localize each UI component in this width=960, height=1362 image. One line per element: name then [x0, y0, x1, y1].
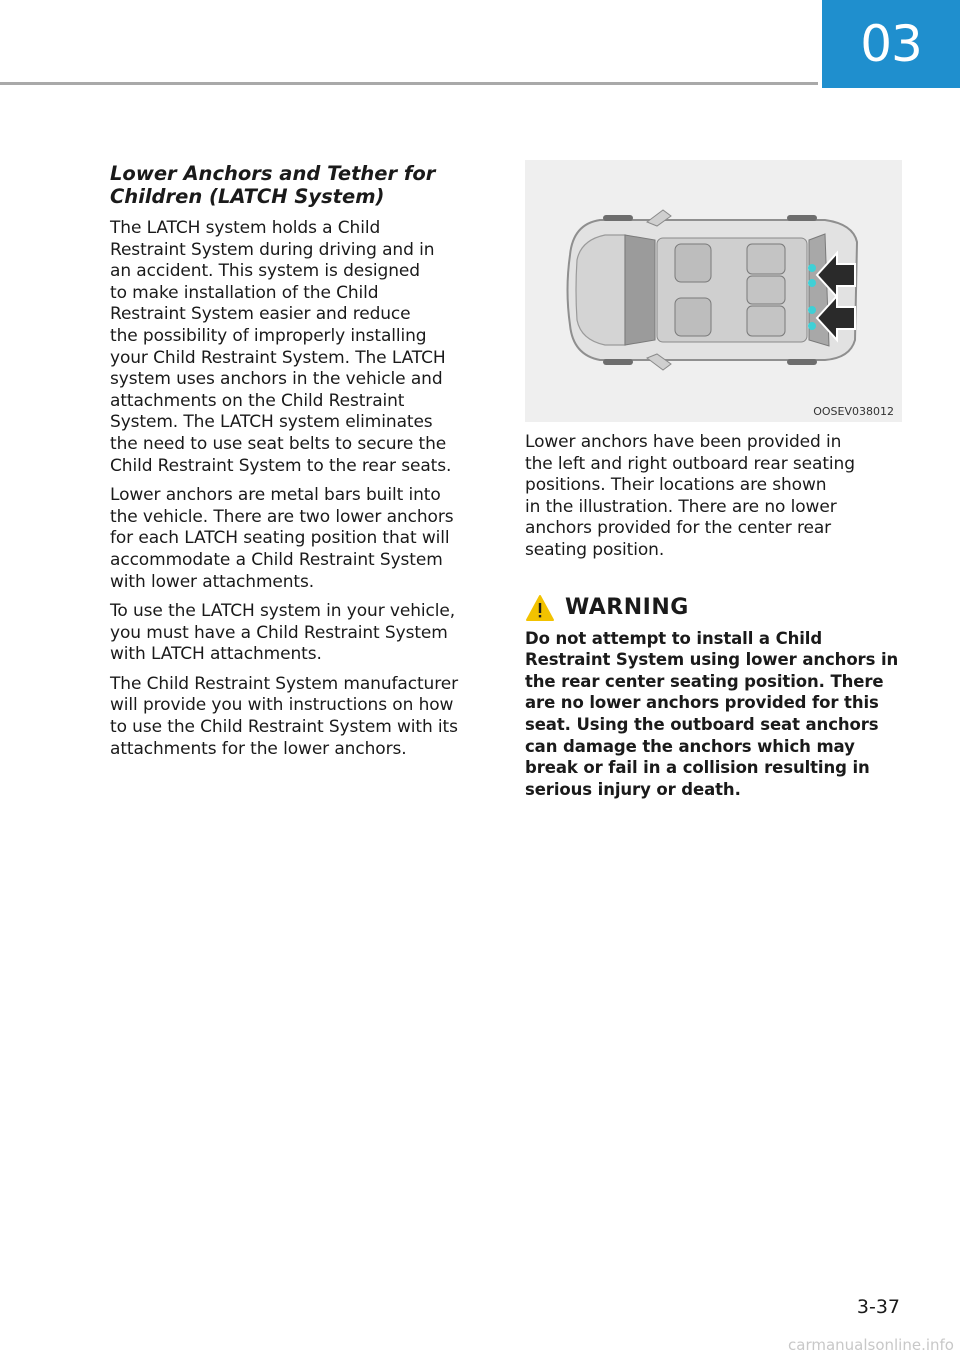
watermark: carmanualsonline.info — [788, 1336, 954, 1354]
chapter-number: 03 — [860, 15, 922, 73]
section-title — [110, 162, 485, 208]
header-rule — [0, 82, 818, 85]
figure-code: OOSEV038012 — [813, 405, 894, 418]
warning-text: Do not attempt to install a Child Restraint System using lower anchors in the rear center seating position. There are no lower anchors provided for this seat. Using the outboard seat anchors can damage the anchors which may break or fail in a collision resulting in serious injury or death. — [525, 628, 899, 799]
vehicle-top-view-icon — [525, 160, 902, 422]
warning-triangle-icon — [525, 594, 555, 622]
paragraph-latch-intro: The LATCH system holds a Child Restraint System during driving and in an accident. This system is designed to make installation of the Child Restraint System easier and reduce the possibility of improperly installing your Child Restraint System. The LATCH system uses anchors in the vehicle and attachments on the Child Restraint System. The LATCH system eliminates the need to use seat belts to secure the Child Restraint System to the rear seats. — [110, 218, 452, 476]
paragraph-latch-requirement: To use the LATCH system in your vehicle, you must have a Child Restraint System with LATCH attachments. — [110, 601, 456, 665]
warning-label: WARNING — [565, 595, 689, 621]
vehicle-illustration — [525, 160, 902, 422]
paragraph-manufacturer-instructions: The Child Restraint System manufacturer will provide you with instructions on how to use the Child Restraint System with its attachments for the lower anchors. — [110, 673, 458, 759]
left-column — [110, 160, 485, 768]
paragraph-anchor-locations: Lower anchors have been provided in the left and right outboard rear seating positions. Their locations are shown in the illustration. There are no lower anchors provided for the center rear seating position. — [525, 432, 855, 560]
section-title-line1: Lower Anchors and Tether for — [110, 162, 436, 185]
section-title-line2: Children (LATCH System) — [110, 185, 385, 208]
chapter-tab — [822, 0, 960, 88]
warning-header — [525, 594, 902, 622]
page-number: 3-37 — [856, 1296, 900, 1318]
paragraph-lower-anchors: Lower anchors are metal bars built into the vehicle. There are two lower anchors for each LATCH seating position that will accommodate a Child Restraint System with lower attachments. — [110, 485, 454, 592]
right-column — [525, 160, 902, 800]
